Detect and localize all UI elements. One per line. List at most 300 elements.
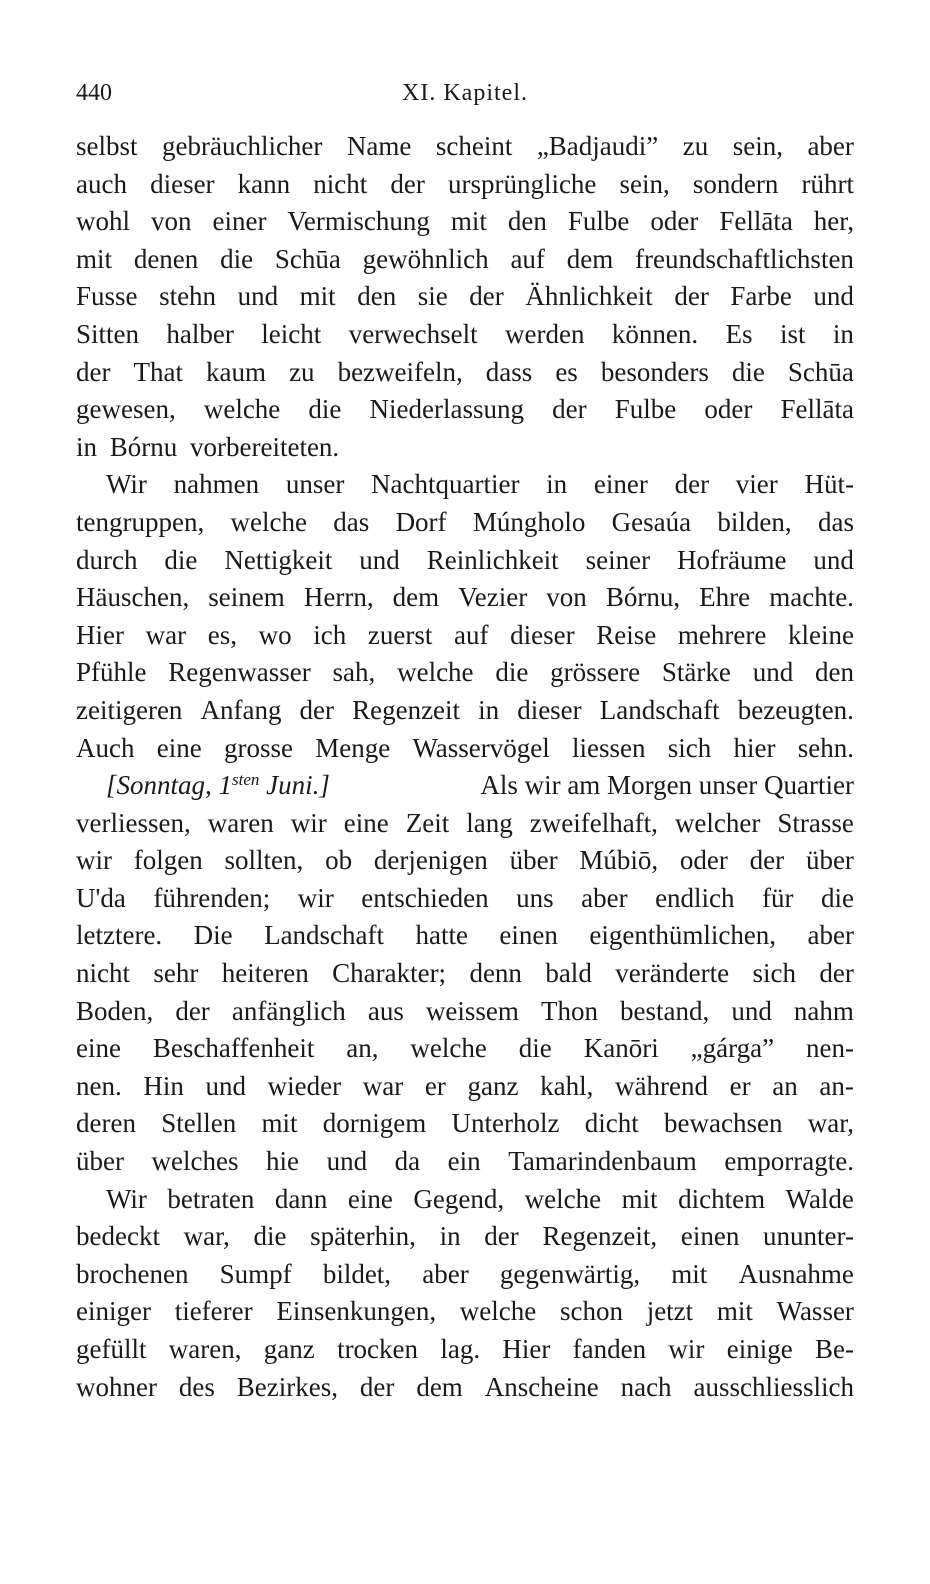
word: nicht <box>76 958 130 989</box>
word: Häuschen, <box>76 582 190 613</box>
text-line <box>76 1218 854 1256</box>
word: welcher <box>674 807 761 838</box>
word: und <box>813 281 854 312</box>
word: können. <box>611 318 699 349</box>
word: das <box>817 506 854 537</box>
word: und <box>752 657 794 688</box>
text-line <box>76 917 854 955</box>
word: die <box>308 394 342 425</box>
word: sie <box>417 281 448 312</box>
word: welche <box>459 1296 537 1327</box>
word: sah, <box>332 657 376 688</box>
word: es, <box>207 619 237 650</box>
word: Regenzeit <box>352 694 461 725</box>
word: dornigem <box>322 1108 427 1139</box>
word: die <box>820 882 854 913</box>
word: sondern <box>692 168 779 199</box>
word: Múbiō, <box>579 845 659 876</box>
word: betraten <box>167 1183 255 1214</box>
word: der <box>484 1221 519 1252</box>
text-line <box>76 692 854 730</box>
word: dieser <box>150 168 215 199</box>
word: sollten, <box>224 845 304 876</box>
word: der <box>749 845 785 876</box>
text-line <box>76 955 854 993</box>
word: entschieden <box>361 882 489 913</box>
word: Fellāta <box>780 394 854 425</box>
text-line <box>76 166 854 204</box>
text-line <box>76 1143 854 1181</box>
word: Vezier <box>458 582 528 613</box>
word: kann <box>237 168 291 199</box>
word: Sitten <box>76 318 140 349</box>
word: freundschaftlichsten <box>635 243 854 274</box>
word: deren <box>76 1108 136 1139</box>
word: und <box>326 1146 368 1177</box>
word: bedeckt <box>76 1221 160 1252</box>
word: emporragte. <box>724 1146 854 1177</box>
word: folgen <box>133 845 203 876</box>
word: Strasse <box>777 807 854 838</box>
word: kaum <box>206 356 267 387</box>
word: die <box>495 657 529 688</box>
word: und <box>813 544 854 575</box>
word: halber <box>166 318 234 349</box>
text-line <box>76 1293 854 1331</box>
body-text <box>76 128 854 1406</box>
word: der <box>76 356 111 387</box>
text-line <box>76 617 854 655</box>
word: Nettigkeit <box>224 544 333 575</box>
word: Tamarindenbaum <box>508 1146 697 1177</box>
word: dichtem <box>678 1183 766 1214</box>
word: in <box>832 318 854 349</box>
word: aber <box>581 882 628 913</box>
word: Múngholo <box>472 506 586 537</box>
word: zuerst <box>367 619 433 650</box>
word: Gegend, <box>413 1183 505 1214</box>
word: bezeugten. <box>737 694 854 725</box>
word: Einsenkungen, <box>276 1296 437 1327</box>
word: Anfang <box>200 694 282 725</box>
word: führenden; <box>153 882 271 913</box>
word: Beschaffenheit <box>152 1033 315 1064</box>
text-line <box>76 203 854 241</box>
word: aber <box>807 131 854 161</box>
word: grosse <box>223 732 293 763</box>
word: liessen <box>571 732 646 763</box>
word: auf <box>510 243 545 274</box>
word: mit <box>716 1296 753 1327</box>
word: Charakter; <box>332 958 447 989</box>
text-line <box>76 805 854 843</box>
word: über <box>805 845 854 876</box>
word: dieser <box>517 694 582 725</box>
word: und <box>731 995 772 1026</box>
word: wohl <box>76 206 130 237</box>
word: heiteren <box>221 958 309 989</box>
word: eine <box>347 1183 393 1214</box>
word: Hin <box>143 1070 184 1101</box>
word: war, <box>807 1108 854 1139</box>
word: brochenen <box>76 1258 189 1289</box>
word: leicht <box>261 318 322 349</box>
word: Wasservögel <box>412 732 550 763</box>
word: Ausnahme <box>738 1258 854 1289</box>
word: letztere. <box>76 920 163 951</box>
word: Wasser <box>776 1296 854 1327</box>
word: vier <box>735 469 778 500</box>
word: zu <box>289 356 315 387</box>
word: die <box>220 243 254 274</box>
word: seinem <box>208 582 285 613</box>
word: stehn <box>159 281 217 312</box>
word: mit <box>261 1108 298 1139</box>
word: dicht <box>584 1108 639 1139</box>
text-line <box>76 730 854 768</box>
word: dem <box>566 243 614 274</box>
word: in <box>439 1221 461 1252</box>
word: Herrn, <box>303 582 374 613</box>
word: selbst <box>76 131 138 161</box>
word: Pfühle <box>76 657 147 688</box>
word: den <box>357 281 397 312</box>
text-line <box>76 1181 854 1219</box>
word: wir <box>290 807 327 838</box>
text-line <box>76 466 854 504</box>
word: die <box>164 544 198 575</box>
word: ist <box>779 318 806 349</box>
word: nen- <box>806 1033 854 1064</box>
word: welche <box>524 1183 602 1214</box>
running-head: XI. Kapitel. <box>402 80 528 106</box>
word: endlich <box>655 882 735 913</box>
word: von <box>150 206 192 237</box>
word: der <box>175 995 210 1026</box>
word: zeitigeren <box>76 694 183 725</box>
word: oder <box>650 206 699 237</box>
word: gewöhnlich <box>362 243 489 274</box>
word: nach <box>620 1371 672 1402</box>
word: Es <box>725 318 753 349</box>
word: ein <box>447 1146 481 1177</box>
word: Nachtquartier <box>371 469 520 500</box>
text-line <box>76 1369 854 1407</box>
word: der <box>674 281 709 312</box>
word: waren <box>207 807 274 838</box>
word: lang <box>466 807 513 838</box>
word: da <box>394 1146 421 1177</box>
word: Regenzeit, <box>542 1221 658 1252</box>
paragraph-3 <box>76 767 854 1181</box>
word: Menge <box>315 732 391 763</box>
word: derjenigen <box>373 845 488 876</box>
word: seiner <box>585 544 651 575</box>
word: durch <box>76 544 138 575</box>
word: scheint <box>435 131 513 161</box>
word: bilden, <box>717 506 792 537</box>
word: der <box>552 394 587 425</box>
page-header <box>76 76 854 110</box>
word: machte. <box>769 582 854 613</box>
word: werden <box>505 318 585 349</box>
word: U'da <box>76 882 126 913</box>
text-line <box>76 354 854 392</box>
word: trocken <box>337 1334 419 1364</box>
word: welche <box>230 506 307 537</box>
word: auch <box>76 168 127 199</box>
word: verwechselt <box>348 318 478 349</box>
word: hatte <box>415 920 468 951</box>
word: gebräuchlicher <box>162 131 323 161</box>
word: eine <box>76 1033 121 1064</box>
word: zweifelhaft, <box>529 807 658 838</box>
word: tieferer <box>174 1296 253 1327</box>
word: unser <box>285 469 345 500</box>
word: späterhin, <box>310 1221 416 1252</box>
word: Niederlassung <box>369 394 525 425</box>
word: Boden, <box>76 995 154 1026</box>
word: während <box>615 1070 708 1101</box>
paragraph-2 <box>76 466 854 767</box>
word: bewachsen <box>664 1108 783 1139</box>
word: der <box>359 1371 395 1402</box>
word: grössere <box>550 657 641 688</box>
word: denen <box>133 243 199 274</box>
word: der <box>390 168 425 199</box>
word: Stellen <box>161 1108 237 1139</box>
word: „Badjaudi” <box>536 131 659 161</box>
word: mit <box>450 206 487 237</box>
word: Name <box>346 131 412 161</box>
word: Gesaúa <box>611 506 692 537</box>
word: Vermischung <box>287 206 430 237</box>
word: ununter- <box>763 1221 854 1252</box>
word: war <box>145 619 187 650</box>
word: kahl, <box>540 1070 594 1101</box>
word: aber <box>422 1258 469 1289</box>
word: Kanōri <box>583 1033 659 1064</box>
word: nahm <box>793 995 854 1026</box>
word: Stärke <box>661 657 731 688</box>
text-line <box>76 1105 854 1143</box>
word: Fulbe <box>614 394 677 425</box>
word: hier <box>733 732 776 763</box>
word: Walde <box>785 1183 854 1214</box>
word: Be- <box>815 1334 854 1364</box>
word: sehr <box>153 958 199 989</box>
word: wir <box>297 882 334 913</box>
word: Hüt- <box>804 469 854 500</box>
word: jetzt <box>646 1296 694 1327</box>
date-note-close: Juni.] <box>259 770 330 801</box>
word: verliessen, <box>76 807 191 838</box>
first-line-rest: Als wir am Morgen unser Quartier <box>480 770 854 801</box>
word: Zeit <box>405 807 450 838</box>
word: es <box>555 356 578 387</box>
word: mit <box>76 243 113 274</box>
text-line: in Bórnu vorbereiteten. <box>76 431 340 462</box>
word: wieder <box>267 1070 342 1101</box>
word: tengruppen, <box>76 506 205 537</box>
word: eine <box>343 807 389 838</box>
word: sich <box>667 732 712 763</box>
word: Schūa <box>274 243 341 274</box>
paragraph-4 <box>76 1181 854 1407</box>
word: und <box>237 281 279 312</box>
word: war <box>362 1070 404 1101</box>
word: bezweifeln, <box>337 356 463 387</box>
word: der <box>299 694 335 725</box>
word: eigenthümlichen, <box>589 920 777 951</box>
text-line <box>76 993 854 1031</box>
word: eine <box>156 732 202 763</box>
text-line <box>76 316 854 354</box>
word: Bórnu, <box>605 582 681 613</box>
word: Fusse <box>76 281 138 312</box>
date-note <box>106 767 330 805</box>
word: dieser <box>510 619 575 650</box>
word: den <box>507 206 547 237</box>
word: sich <box>752 958 797 989</box>
word: gefüllt <box>76 1334 147 1364</box>
word: den <box>814 657 854 688</box>
word: Anscheine <box>484 1371 599 1402</box>
word: ich <box>313 619 347 650</box>
word: welche <box>203 394 281 425</box>
word: Hier <box>502 1334 551 1364</box>
page-number: 440 <box>76 80 112 106</box>
date-note-superscript: sten <box>232 770 260 790</box>
word: dann <box>274 1183 328 1214</box>
word: Sumpf <box>219 1258 292 1289</box>
word: einen <box>680 1221 740 1252</box>
word: mehrere <box>677 619 767 650</box>
word: sein, <box>732 131 783 161</box>
text-line <box>76 579 854 617</box>
word: gewesen, <box>76 394 176 425</box>
word: uns <box>516 882 554 913</box>
word: bestand, <box>620 995 710 1026</box>
word: einer <box>212 206 267 237</box>
word: denn <box>469 958 522 989</box>
word: besonders <box>600 356 709 387</box>
word: wir <box>76 845 112 876</box>
word: weissem <box>425 995 519 1026</box>
word: sehn. <box>797 732 854 763</box>
word: oder <box>704 394 753 425</box>
text-line <box>76 241 854 279</box>
word: er <box>424 1070 446 1101</box>
text-line <box>76 542 854 580</box>
word: nen. <box>76 1070 122 1101</box>
word: dem <box>392 582 440 613</box>
word: fanden <box>572 1334 647 1364</box>
word: das <box>333 506 370 537</box>
word: schon <box>559 1296 623 1327</box>
word: aber <box>807 920 854 951</box>
text-line <box>76 1331 854 1369</box>
word: Wir <box>106 1183 147 1214</box>
word: aus <box>367 995 404 1026</box>
word: Landschaft <box>264 920 385 951</box>
word: nicht <box>313 168 368 199</box>
word: Wir <box>106 469 147 500</box>
word: hie <box>266 1146 300 1177</box>
word: waren, <box>168 1334 242 1364</box>
word: auf <box>454 619 489 650</box>
word: gegenwärtig, <box>499 1258 641 1289</box>
word: welches <box>151 1146 239 1177</box>
word: mit <box>621 1183 658 1214</box>
text-line <box>76 767 854 805</box>
word: ursprüngliche <box>447 168 597 199</box>
word: einen <box>499 920 558 951</box>
word: „gárga” <box>690 1033 775 1064</box>
word: in <box>478 694 500 725</box>
word: einer <box>593 469 648 500</box>
word: anfänglich <box>231 995 346 1026</box>
word: Reinlichkeit <box>426 544 559 575</box>
text-line <box>76 128 854 166</box>
word: Hofräume <box>677 544 787 575</box>
word: Landschaft <box>599 694 720 725</box>
word: mit <box>299 281 336 312</box>
word: Reise <box>596 619 657 650</box>
word: Auch <box>76 732 135 763</box>
word: lag. <box>440 1334 481 1364</box>
word: sein, <box>619 168 670 199</box>
word: kleine <box>787 619 854 650</box>
word: und <box>359 544 400 575</box>
paragraph-1 <box>76 128 854 466</box>
word: war, <box>183 1221 230 1252</box>
word: welche <box>397 657 474 688</box>
word: über <box>76 1146 124 1177</box>
word: der <box>469 281 504 312</box>
word: über <box>509 845 558 876</box>
text-line <box>76 504 854 542</box>
word: Thon <box>540 995 598 1026</box>
word: oder <box>679 845 728 876</box>
word: des <box>178 1371 215 1402</box>
word: ausschliesslich <box>693 1371 854 1402</box>
word: dass <box>485 356 533 387</box>
word: Unterholz <box>451 1108 560 1139</box>
text-line <box>76 278 854 316</box>
word: und <box>205 1070 247 1101</box>
word: Dorf <box>395 506 447 537</box>
word: einige <box>726 1334 793 1364</box>
word: er <box>729 1070 751 1101</box>
word: bald <box>545 958 592 989</box>
word: Fellāta <box>719 206 793 237</box>
word: die <box>518 1033 552 1064</box>
word: bildet, <box>322 1258 392 1289</box>
word: Regenwasser <box>168 657 311 688</box>
text-line <box>76 391 854 429</box>
text-line <box>76 1030 854 1068</box>
word: Bezirkes, <box>236 1371 339 1402</box>
word: Die <box>193 920 233 951</box>
word: ganz <box>263 1334 315 1364</box>
word: ob <box>325 845 353 876</box>
word: an- <box>819 1070 854 1101</box>
text-line <box>76 1068 854 1106</box>
word: nahmen <box>173 469 260 500</box>
text-line <box>76 880 854 918</box>
word: an, <box>346 1033 379 1064</box>
